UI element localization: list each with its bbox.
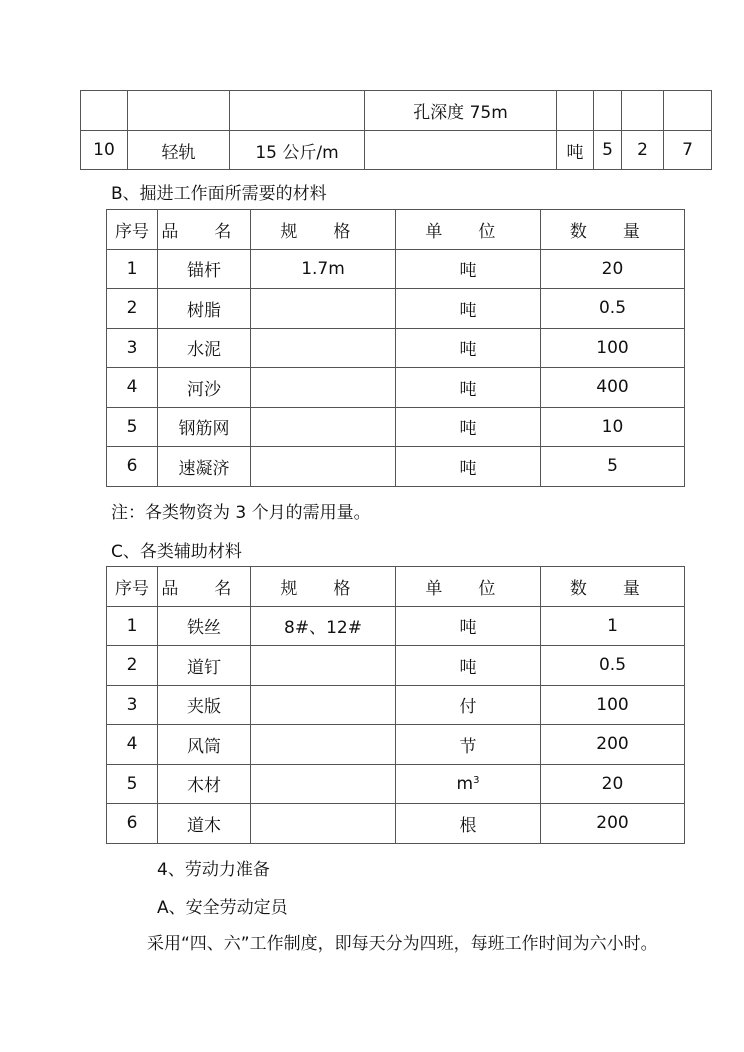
section-4-paragraph: 采用“四、六”工作制度，即每天分为四班，每班工作时间为六小时。 — [147, 934, 658, 954]
table-cell: 付 — [396, 685, 541, 725]
table-cell: 道钉 — [158, 646, 251, 686]
table-cell: 15 公斤/m — [230, 131, 365, 170]
table-cell: 5 — [594, 131, 622, 170]
table-cell: 河沙 — [158, 368, 251, 408]
unit-superscript: 3 — [473, 774, 480, 786]
table-cell: 5 — [541, 447, 685, 487]
header-unit: 单 位 — [396, 567, 541, 607]
table-cell — [251, 407, 396, 447]
table-cell — [251, 328, 396, 368]
table-cell: 吨 — [396, 606, 541, 646]
table-cell: 1 — [541, 606, 685, 646]
table-cell — [622, 91, 664, 131]
table-row — [107, 447, 685, 487]
table-cell — [365, 131, 557, 170]
table-cell: 3 — [107, 328, 158, 368]
table-cell — [251, 368, 396, 408]
header-name: 品 名 — [158, 210, 251, 250]
section-c-heading: C、各类辅助材料 — [111, 542, 242, 562]
table-cell: 2 — [622, 131, 664, 170]
table-row — [107, 249, 685, 289]
table-cell: 4 — [107, 368, 158, 408]
table-cell: 200 — [541, 725, 685, 765]
table-row — [107, 804, 685, 844]
table-cell: 道木 — [158, 804, 251, 844]
table-row — [107, 764, 685, 804]
table-cell: 1.7m — [251, 249, 396, 289]
table-cell: 铁丝 — [158, 606, 251, 646]
table-cell — [251, 804, 396, 844]
table-cell: 水泥 — [158, 328, 251, 368]
table-cell: 风筒 — [158, 725, 251, 765]
table-row — [107, 606, 685, 646]
auxiliary-materials-table — [106, 566, 685, 844]
table-cell: 1 — [107, 249, 158, 289]
table-cell: 吨 — [396, 407, 541, 447]
table-cell — [251, 764, 396, 804]
table-cell: 2 — [107, 289, 158, 329]
table-cell: 0.5 — [541, 646, 685, 686]
table-cell: 100 — [541, 328, 685, 368]
header-spec: 规 格 — [251, 210, 396, 250]
table-cell: 树脂 — [158, 289, 251, 329]
table-cell-unit-cubic — [396, 764, 541, 804]
table-cell: 6 — [107, 804, 158, 844]
table-row — [107, 368, 685, 408]
table-cell: 4 — [107, 725, 158, 765]
header-index: 序号 — [107, 567, 158, 607]
table-cell — [251, 447, 396, 487]
table-cell — [251, 725, 396, 765]
table-cell: 3 — [107, 685, 158, 725]
table-cell — [128, 91, 230, 131]
table-cell: 吨 — [396, 646, 541, 686]
table-cell: 吨 — [396, 249, 541, 289]
table-cell: 2 — [107, 646, 158, 686]
table-cell — [594, 91, 622, 131]
table-cell — [557, 91, 594, 131]
table-cell: 速凝济 — [158, 447, 251, 487]
table-row — [107, 407, 685, 447]
table-cell — [251, 289, 396, 329]
table-cell: 400 — [541, 368, 685, 408]
table-row — [107, 646, 685, 686]
table-row — [107, 289, 685, 329]
table-row — [107, 328, 685, 368]
table-cell — [251, 685, 396, 725]
table-cell: 轻轨 — [128, 131, 230, 170]
table-cell: 木材 — [158, 764, 251, 804]
section-4a-heading: A、安全劳动定员 — [157, 898, 288, 918]
table-cell: 夹版 — [158, 685, 251, 725]
table-cell — [251, 646, 396, 686]
table-cell: 吨 — [396, 447, 541, 487]
header-name: 品 名 — [158, 567, 251, 607]
header-index: 序号 — [107, 210, 158, 250]
table-cell: 200 — [541, 804, 685, 844]
header-unit: 单 位 — [396, 210, 541, 250]
table-cell: 100 — [541, 685, 685, 725]
table-cell: 20 — [541, 249, 685, 289]
header-quantity: 数 量 — [541, 567, 685, 607]
unit-text: m — [456, 773, 474, 794]
header-quantity: 数 量 — [541, 210, 685, 250]
excavation-materials-table — [106, 209, 685, 487]
table-cell: 钢筋网 — [158, 407, 251, 447]
table-cell — [664, 91, 712, 131]
table-cell: 5 — [107, 764, 158, 804]
table-cell — [81, 91, 128, 131]
table-cell: 吨 — [396, 368, 541, 408]
table-cell: 根 — [396, 804, 541, 844]
table-cell: 吨 — [396, 328, 541, 368]
table-row — [107, 685, 685, 725]
section-b-note: 注：各类物资为 3 个月的需用量。 — [111, 503, 371, 523]
table-cell: 6 — [107, 447, 158, 487]
table-row — [81, 131, 712, 170]
table-cell: 0.5 — [541, 289, 685, 329]
table-cell: 5 — [107, 407, 158, 447]
table-cell: 锚杆 — [158, 249, 251, 289]
table-cell: 1 — [107, 606, 158, 646]
table-row — [107, 725, 685, 765]
table-cell: 7 — [664, 131, 712, 170]
table-cell — [230, 91, 365, 131]
header-spec: 规 格 — [251, 567, 396, 607]
table-cell: 节 — [396, 725, 541, 765]
table-header-row — [107, 210, 685, 250]
table-header-row — [107, 567, 685, 607]
table-cell: 10 — [541, 407, 685, 447]
table-cell: 8#、12# — [251, 606, 396, 646]
equipment-table-continued — [80, 90, 712, 170]
table-cell: 10 — [81, 131, 128, 170]
table-cell: 吨 — [396, 289, 541, 329]
table-cell: 吨 — [557, 131, 594, 170]
section-b-heading: B、掘进工作面所需要的材料 — [111, 184, 327, 204]
section-4-heading: 4、劳动力准备 — [157, 860, 270, 880]
table-cell: 孔深度 75m — [365, 91, 557, 131]
table-row — [81, 91, 712, 131]
table-cell: 20 — [541, 764, 685, 804]
